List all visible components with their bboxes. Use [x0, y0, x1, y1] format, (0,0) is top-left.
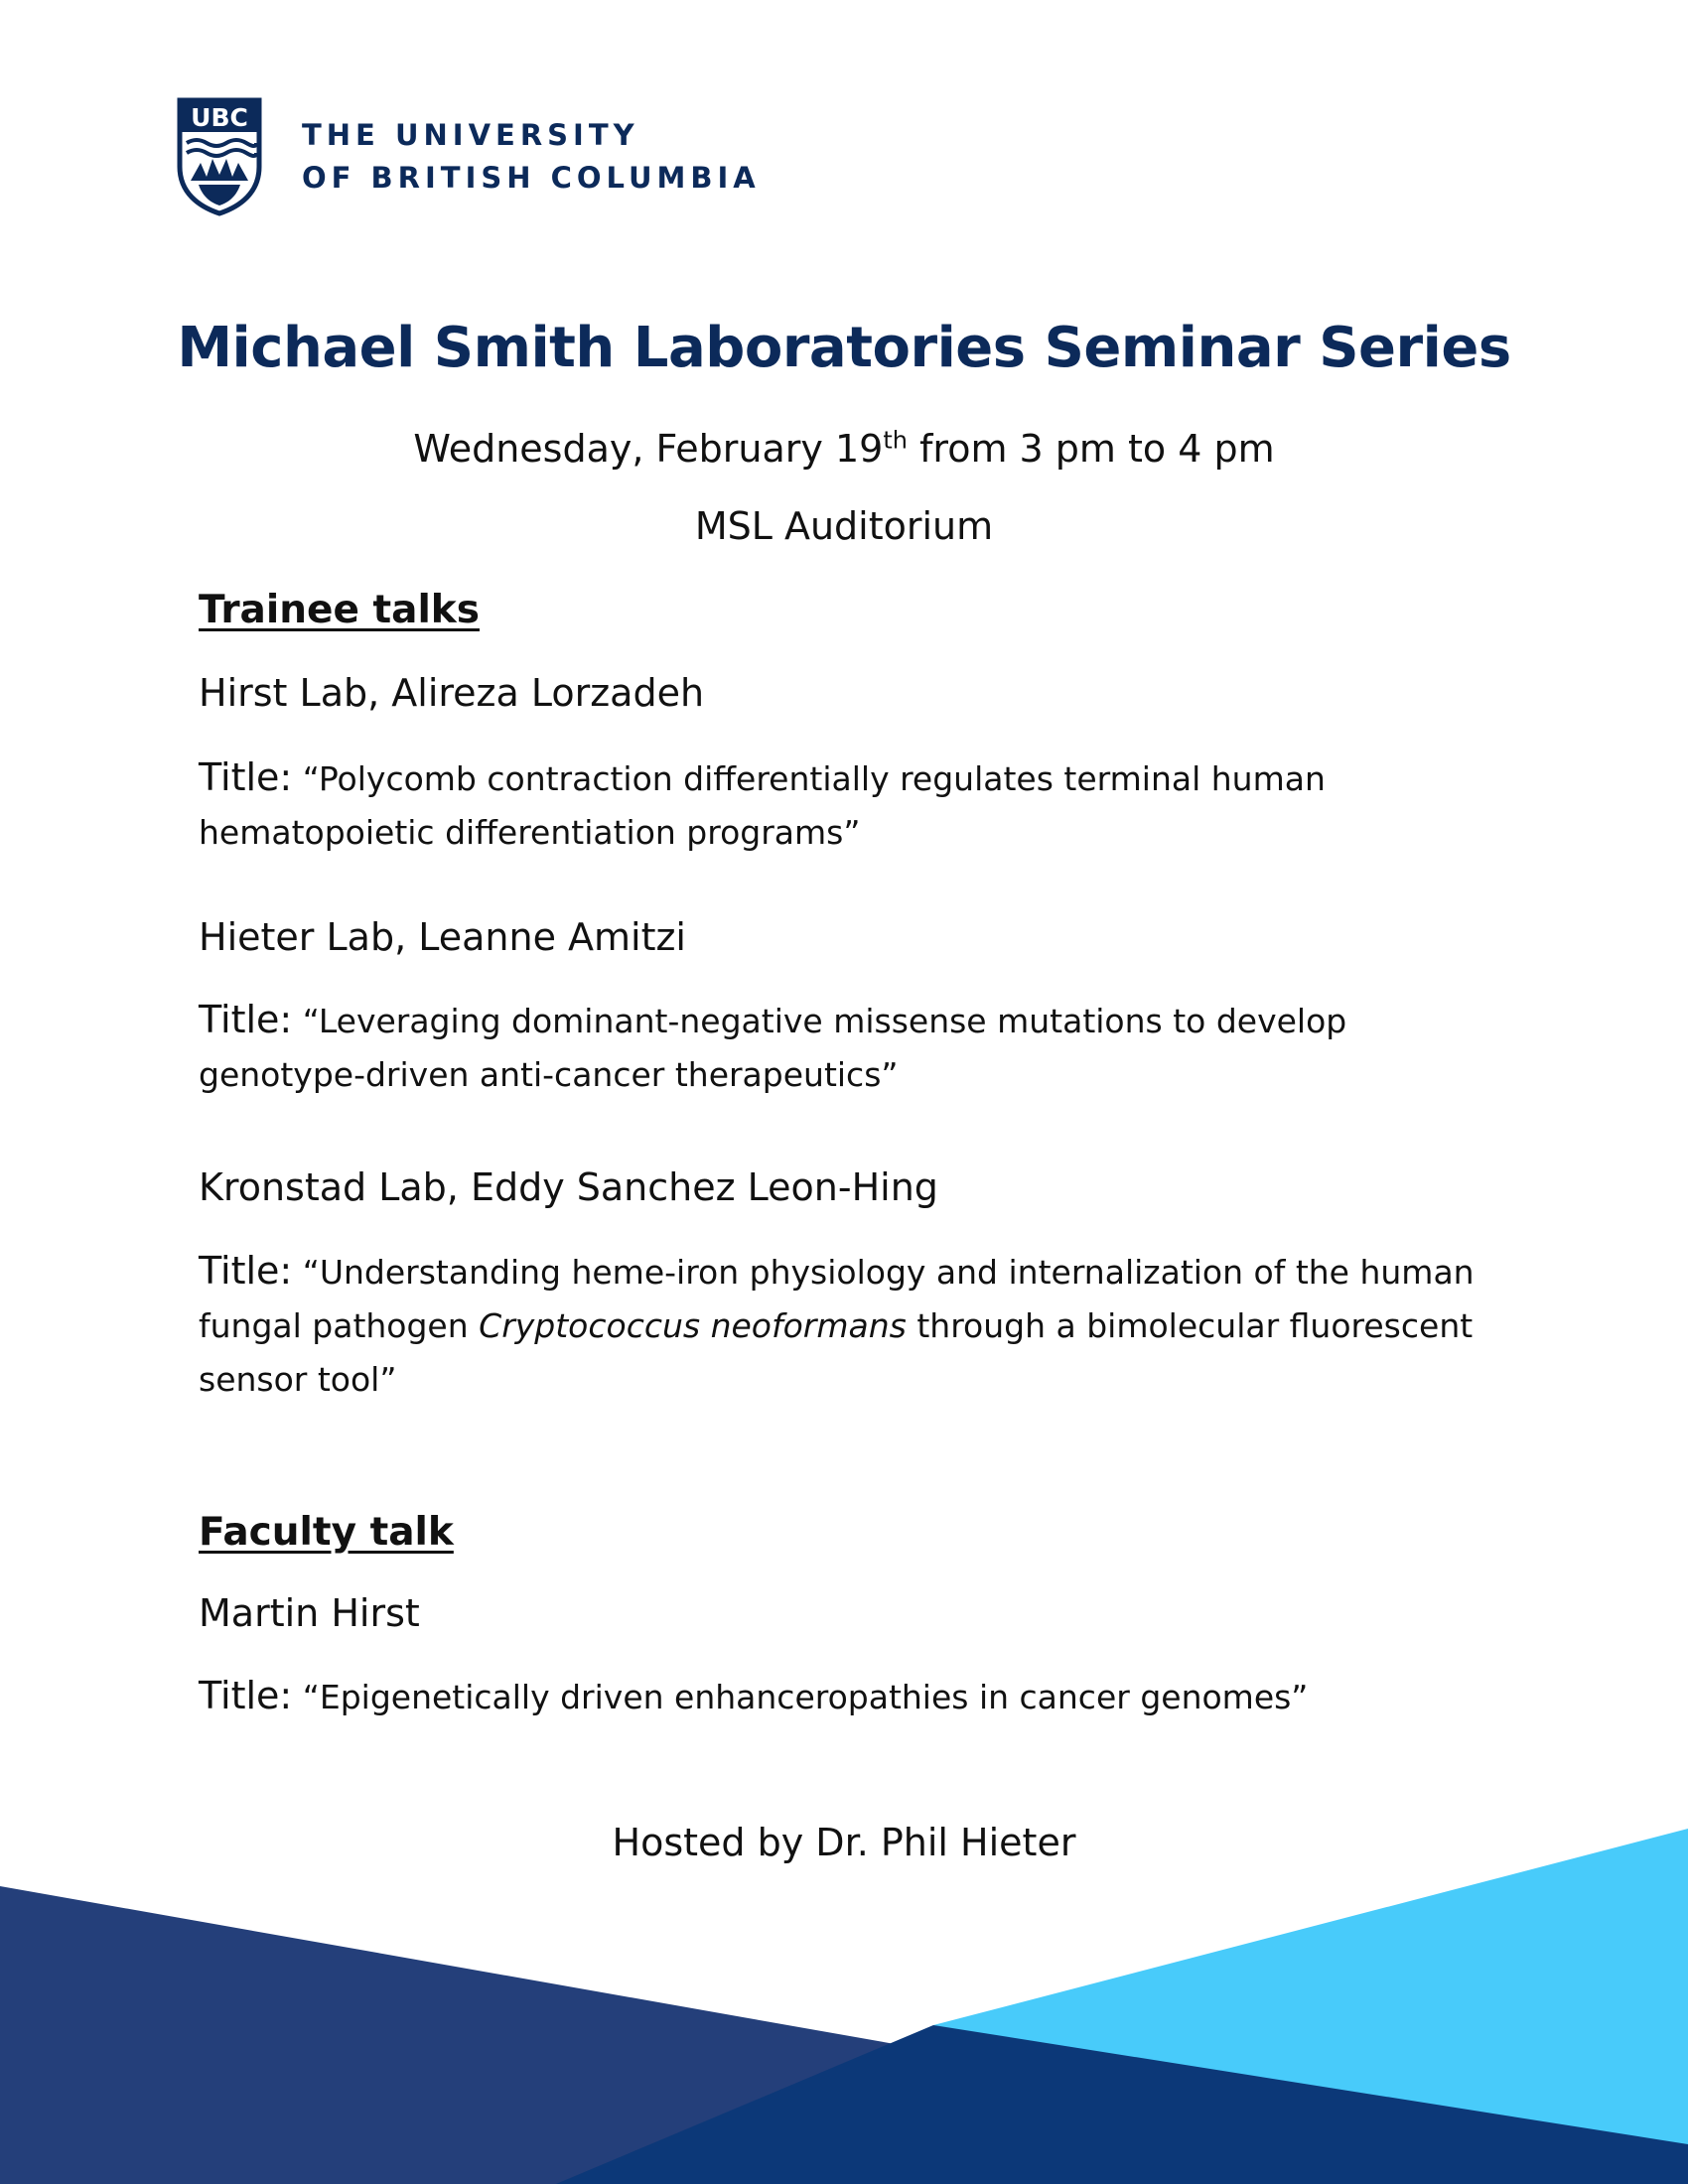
talk-3-speaker: Kronstad Lab, Eddy Sanchez Leon-Hing [199, 1165, 938, 1209]
trainee-talks-heading: Trainee talks [199, 588, 480, 632]
event-time: from 3 pm to 4 pm [907, 427, 1275, 471]
seminar-title: Michael Smith Laboratories Seminar Series [177, 316, 1511, 380]
wordmark-line-2: OF BRITISH COLUMBIA [302, 161, 761, 195]
faculty-talk-heading: Faculty talk [199, 1510, 454, 1555]
talk-3-title [199, 1244, 1489, 1407]
talk-3-title-species: Cryptococcus neoformans [479, 1306, 907, 1345]
event-date-suffix: th [883, 426, 908, 455]
event-location: MSL Auditorium [694, 504, 994, 548]
talk-2-title [199, 993, 1489, 1102]
event-date: Wednesday, February 19 [413, 427, 884, 471]
host-line: Hosted by Dr. Phil Hieter [612, 1821, 1076, 1864]
talk-1-speaker: Hirst Lab, Alireza Lorzadeh [199, 671, 705, 715]
talk-1-title-label: Title: [199, 755, 293, 799]
faculty-speaker: Martin Hirst [199, 1591, 420, 1635]
ubc-logo-text: UBC [191, 103, 248, 132]
talk-3-title-label: Title: [199, 1249, 293, 1293]
event-date-time [0, 427, 1688, 471]
faculty-title-label: Title: [199, 1674, 293, 1717]
talk-3-title-text-start: “Understanding heme-iron physiology and internalization of the human fungal pathogen [199, 1253, 1475, 1345]
faculty-talk-title [199, 1669, 1489, 1724]
wordmark-line-1: THE UNIVERSITY [302, 118, 639, 152]
talk-2-title-label: Title: [199, 998, 293, 1041]
ubc-logo [177, 97, 761, 216]
faculty-title-text: “Epigenetically driven enhanceropathies in cancer genomes” [302, 1678, 1309, 1716]
talk-2-title-text: “Leveraging dominant-negative missense mutations to develop genotype-driven anti-cancer therapeutics” [199, 1002, 1347, 1094]
footer-decorative-bands [0, 1817, 1688, 2184]
talk-3-title-text-end: through a bimolecular fluorescent sensor tool” [199, 1306, 1474, 1399]
talk-1-title-text: “Polycomb contraction differentially regulates terminal human hematopoietic differentiation programs” [199, 759, 1326, 852]
ubc-crest-icon [177, 97, 262, 216]
talk-1-title [199, 751, 1489, 860]
talk-2-speaker: Hieter Lab, Leanne Amitzi [199, 915, 686, 959]
university-wordmark [302, 114, 761, 200]
